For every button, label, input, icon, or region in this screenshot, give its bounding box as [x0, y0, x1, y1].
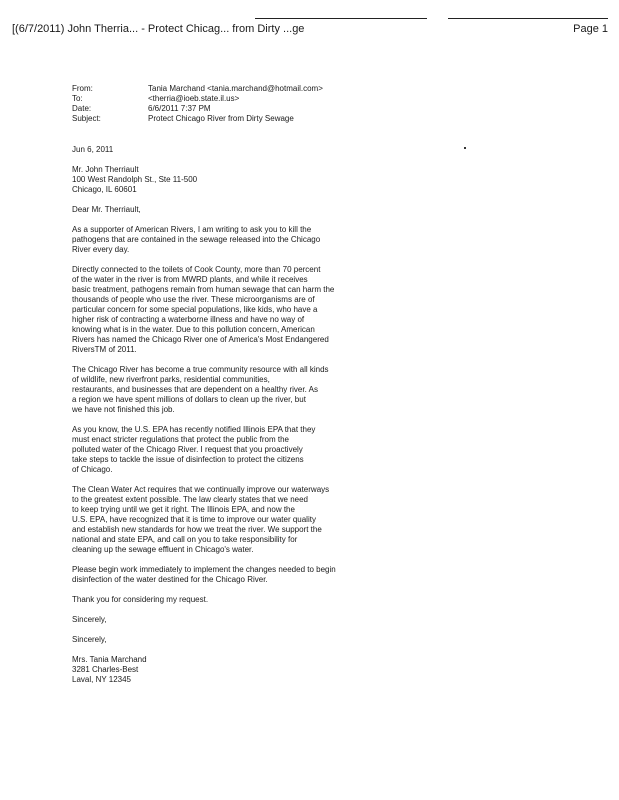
paragraph: The Chicago River has become a true community resource with all kinds of wildlife, new riverfront parks, residential communities, restaurants, and businesses that are dependent on a healthy river. As a region we have spent millions of dollars to clean up the river, but we have not finished this job. — [72, 365, 329, 414]
subject-value: Protect Chicago River from Dirty Sewage — [148, 114, 294, 123]
signature-block: Mrs. Tania Marchand 3281 Charles-Best Laval, NY 12345 — [72, 655, 147, 684]
letter-date: Jun 6, 2011 — [72, 145, 114, 154]
from-row — [72, 84, 323, 94]
from-value: Tania Marchand <tania.marchand@hotmail.com> — [148, 84, 323, 93]
subject-row — [72, 114, 323, 124]
paragraph: As you know, the U.S. EPA has recently notified Illinois EPA that they must enact stricter regulations that protect the public from the polluted water of the Chicago River. I request that you proactively take steps to tackle the issue of disinfection to protect the citizens of Chicago. — [72, 425, 316, 474]
date-value: 6/6/2011 7:37 PM — [148, 104, 211, 113]
stray-mark — [464, 147, 466, 149]
header-rule — [255, 18, 427, 19]
page-number: Page 1 — [573, 23, 608, 35]
header-rule — [448, 18, 608, 19]
header-title: [(6/7/2011) John Therria... - Protect Chicag... from Dirty ...ge — [12, 23, 305, 35]
to-label: To: — [72, 94, 83, 103]
date-label: Date: — [72, 104, 92, 113]
from-label: From: — [72, 84, 93, 93]
subject-label: Subject: — [72, 114, 101, 123]
to-value: <therria@ioeb.state.il.us> — [148, 94, 240, 103]
paragraph: The Clean Water Act requires that we continually improve our waterways to the greatest extent possible. The law clearly states that we need to keep trying until we get it right. The Illinois EPA, and now the U.S. EPA, have recognized that it is time to improve our water quality and establish new standards for how we treat the river. We support the national and state EPA, and call on you to take responsibility for cleaning up the sewage effluent in Chicago's water. — [72, 485, 330, 554]
salutation: Dear Mr. Therriault, — [72, 205, 141, 214]
letter-body — [72, 145, 352, 685]
paragraph: Thank you for considering my request. — [72, 595, 209, 604]
closing: Sincerely, — [72, 635, 107, 644]
to-row — [72, 94, 323, 104]
page-header — [12, 22, 608, 36]
paragraph: Directly connected to the toilets of Cook County, more than 70 percent of the water in the river is from MWRD plants, and while it receives basic treatment, pathogens remain from human sewage that can harm the thousands of people who use the river. These microorganisms are of particular concern for some special populations, like kids, who have a higher risk of contracting a waterborne illness and have no way of knowing what is in the water. Due to this pollution concern, American Rivers has named the Chicago River one of America's Most Endangered RiversTM of 2011. — [72, 265, 335, 354]
email-metadata — [72, 84, 323, 124]
date-row — [72, 104, 323, 114]
recipient-address: Mr. John Therriault 100 West Randolph St., Ste 11-500 Chicago, IL 60601 — [72, 165, 198, 194]
paragraph: Please begin work immediately to implement the changes needed to begin disinfection of the water destined for the Chicago River. — [72, 565, 336, 584]
closing: Sincerely, — [72, 615, 107, 624]
paragraph: As a supporter of American Rivers, I am writing to ask you to kill the pathogens that are contained in the sewage released into the Chicago River every day. — [72, 225, 321, 254]
